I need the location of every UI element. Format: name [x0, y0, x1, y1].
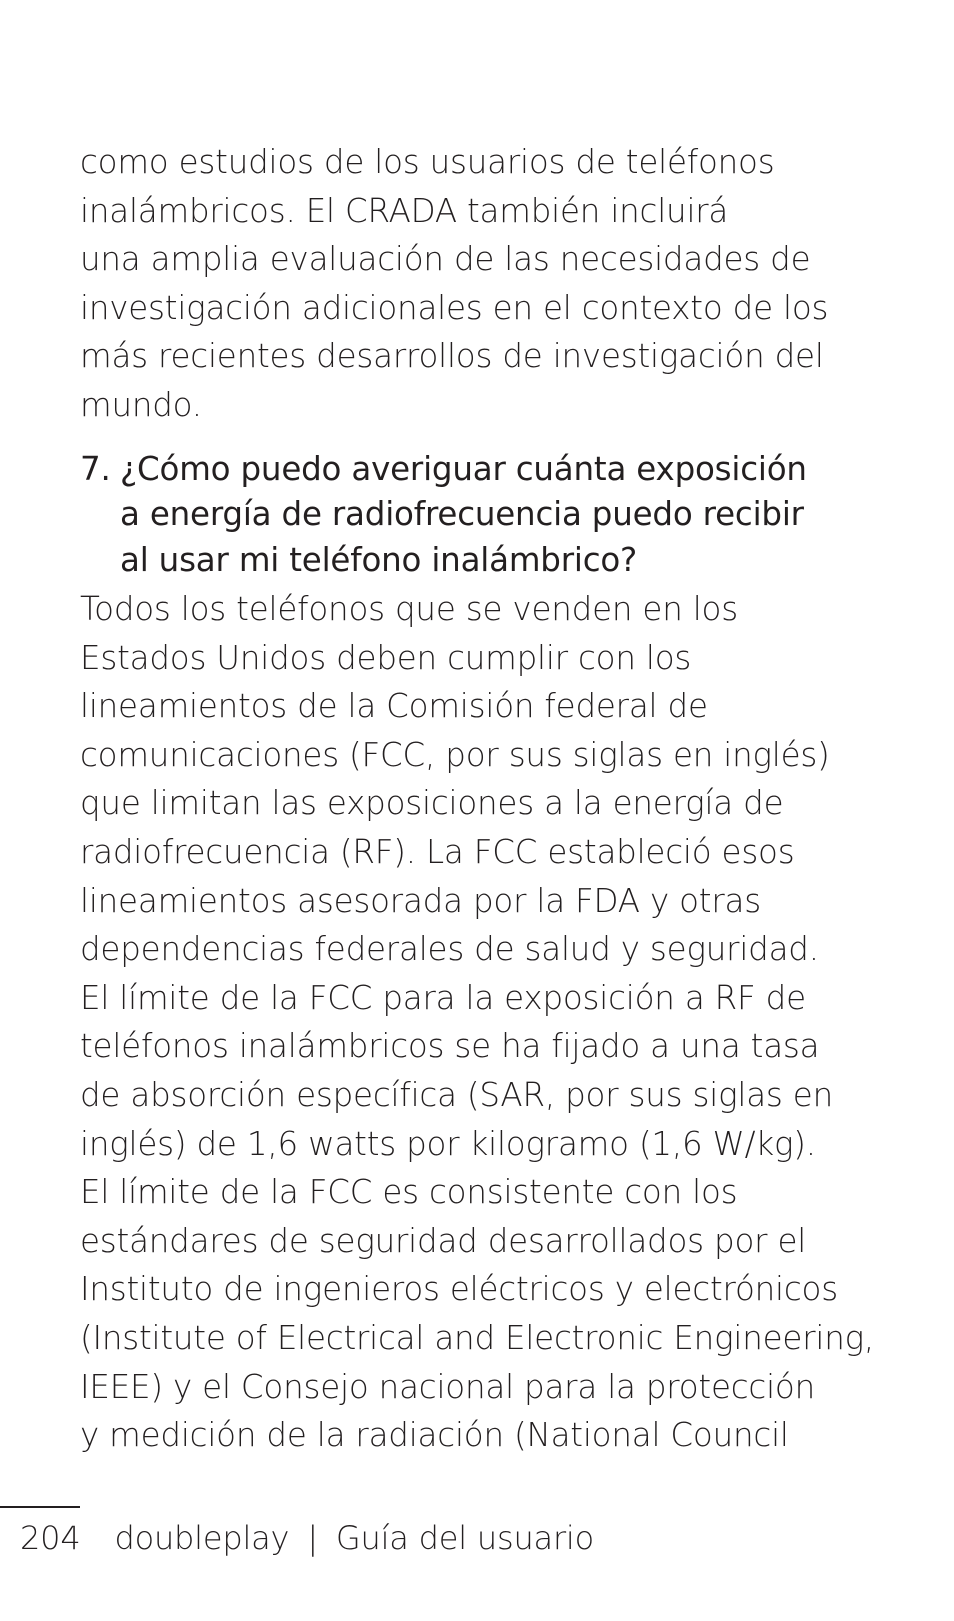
page-number: 204: [20, 1519, 81, 1557]
footer-separator: |: [307, 1519, 318, 1557]
text-line: investigación adicionales en el contexto de los: [80, 288, 829, 327]
text-line: IEEE) y el Consejo nacional para la protección: [80, 1367, 816, 1406]
text-line: más recientes desarrollos de investigación del: [80, 337, 824, 376]
text-line: Instituto de ingenieros eléctricos y electrónicos: [80, 1270, 838, 1309]
footer-guide-title: Guía del usuario: [335, 1519, 594, 1557]
heading-line: ¿Cómo puedo averiguar cuánta exposición: [120, 449, 807, 488]
question-heading: [80, 447, 860, 584]
text-line: El límite de la FCC para la exposición a RF de: [80, 978, 806, 1017]
text-line: una amplia evaluación de las necesidades de: [80, 240, 811, 279]
text-line: que limitan las exposiciones a la energía de: [80, 784, 784, 823]
text-line: (Institute of Electrical and Electronic Engineering,: [80, 1318, 875, 1357]
footer-rule: [0, 1506, 80, 1508]
text-line: estándares de seguridad desarrollados por el: [80, 1221, 807, 1260]
text-line: radiofrecuencia (RF). La FCC estableció esos: [80, 833, 795, 872]
text-line: inalámbricos. El CRADA también incluirá: [80, 191, 729, 230]
page-content: [80, 138, 875, 1460]
text-line: como estudios de los usuarios de teléfonos: [80, 143, 775, 181]
text-line: El límite de la FCC es consistente con los: [80, 1173, 738, 1212]
text-line: mundo.: [80, 385, 202, 424]
text-line: y medición de la radiación (National Council: [80, 1416, 789, 1455]
heading-line: al usar mi teléfono inalámbrico?: [120, 540, 638, 579]
intro-paragraph: [80, 138, 860, 430]
text-line: lineamientos de la Comisión federal de: [80, 687, 708, 726]
question-number: 7.: [80, 449, 111, 488]
heading-line: a energía de radiofrecuencia puedo recibir: [120, 495, 804, 534]
text-line: Estados Unidos deben cumplir con los: [80, 638, 692, 677]
text-line: teléfonos inalámbricos se ha fijado a una tasa: [80, 1027, 820, 1066]
text-line: lineamientos asesorada por la FDA y otras: [80, 881, 761, 920]
text-line: comunicaciones (FCC, por sus siglas en inglés): [80, 735, 830, 774]
text-line: Todos los teléfonos que se venden en los: [80, 590, 738, 629]
footer-product: doubleplay: [114, 1519, 290, 1557]
text-line: de absorción específica (SAR, por sus siglas en: [80, 1076, 833, 1114]
answer-paragraph: [80, 585, 875, 1460]
page-footer: [20, 1515, 594, 1561]
text-line: dependencias federales de salud y seguridad.: [80, 930, 819, 969]
text-line: inglés) de 1,6 watts por kilogramo (1,6 W/kg).: [80, 1124, 816, 1163]
